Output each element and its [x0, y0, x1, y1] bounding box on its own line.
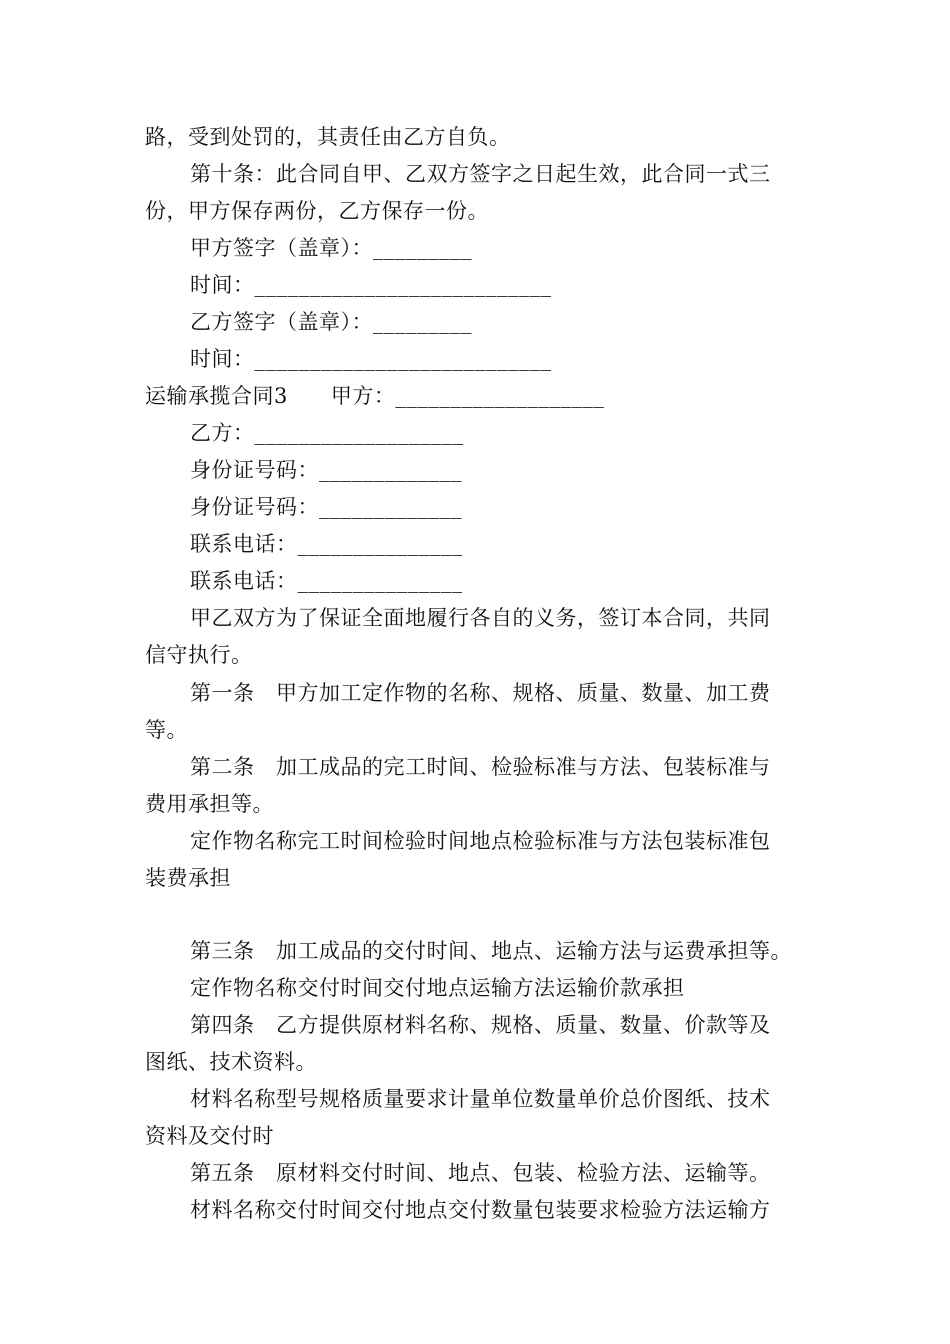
- text-line: 信守执行。: [145, 643, 253, 667]
- text-line: 图纸、技术资料。: [145, 1050, 317, 1074]
- id-number-field: 身份证号码：_____________: [190, 458, 462, 482]
- text-line: 份，甲方保存两份，乙方保存一份。: [145, 199, 489, 223]
- table-header-text: 定作物名称交付时间交付地点运输方法运输价款承担: [190, 976, 685, 1000]
- phone-field: 联系电话：_______________: [190, 532, 463, 556]
- preamble: 甲乙双方为了保证全面地履行各自的义务，签订本合同，共同: [190, 606, 771, 630]
- party-b-field: 乙方：___________________: [190, 421, 464, 445]
- date-line: 时间：___________________________: [190, 273, 552, 297]
- text-line: 装费承担: [145, 866, 231, 890]
- id-number-field: 身份证号码：_____________: [190, 495, 462, 519]
- article-1: 第一条 甲方加工定作物的名称、规格、质量、数量、加工费: [190, 681, 771, 705]
- party-b-signature-line: 乙方签字（盖章）：_________: [190, 310, 472, 334]
- article-2: 第二条 加工成品的完工时间、检验标准与方法、包装标准与: [190, 755, 771, 779]
- table-header-text: 定作物名称完工时间检验时间地点检验标准与方法包装标准包: [190, 829, 771, 853]
- text-line: 等。: [145, 718, 188, 742]
- phone-field: 联系电话：_______________: [190, 569, 463, 593]
- table-header-text: 材料名称型号规格质量要求计量单位数量单价总价图纸、技术: [190, 1087, 771, 1111]
- text-line: 费用承担等。: [145, 792, 274, 816]
- table-header-text: 材料名称交付时间交付地点交付数量包装要求检验方法运输方: [190, 1198, 771, 1222]
- article-10: 第十条：此合同自甲、乙双方签字之日起生效，此合同一式三: [190, 162, 771, 186]
- text-line: 路，受到处罚的，其责任由乙方自负。: [145, 125, 511, 149]
- text-line: 资料及交付时: [145, 1124, 274, 1148]
- date-line: 时间：___________________________: [190, 347, 552, 371]
- party-a-signature-line: 甲方签字（盖章）：_________: [190, 236, 472, 260]
- contract-heading-party-a: 运输承揽合同3 甲方：___________________: [145, 384, 605, 408]
- article-5: 第五条 原材料交付时间、地点、包装、检验方法、运输等。: [190, 1161, 771, 1185]
- article-4: 第四条 乙方提供原材料名称、规格、质量、数量、价款等及: [190, 1013, 771, 1037]
- article-3: 第三条 加工成品的交付时间、地点、运输方法与运费承担等。: [190, 939, 792, 963]
